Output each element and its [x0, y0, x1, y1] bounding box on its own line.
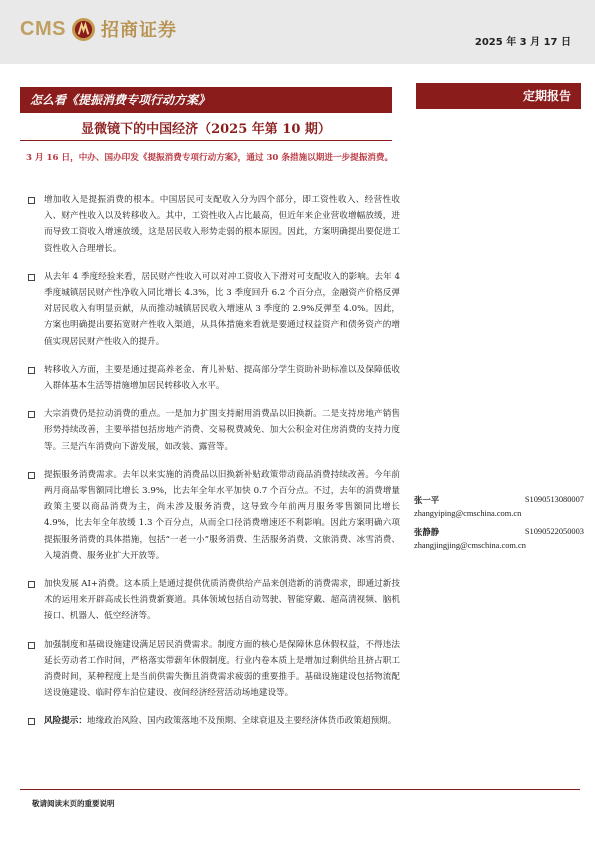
- analyst-row: [414, 525, 584, 539]
- report-title: 怎么看《提振消费专项行动方案》: [20, 87, 392, 113]
- analyst-license: S1090522050003: [524, 527, 584, 536]
- bullet-item: [28, 269, 400, 350]
- bullet-text: 从去年 4 季度经验来看，居民财产性收入可以对冲工资收入下滑对可支配收入的影响。去年 4 季度城镇居民财产性净收入同比增长 4.3%，比 3 季度回升 6.2 个百分点，金融资产价格反弹对居民收入有明显贡献，从而推动城镇居民收入增速从 3 季度的 2.9%反弹至 4.0%。因此，方案也明确提出要拓宽财产性收入渠道，从具体措施来看就是要通过权益资产和债务资产的增值实现居民财产性收入的提升。: [44, 271, 400, 347]
- checkbox-bullet-icon: [28, 472, 35, 479]
- bullet-text: 大宗消费仍是拉动消费的重点。一是加力扩围支持耐用消费品以旧换新。二是支持房地产销售形势持续改善，主要举措包括房地产消费、交易税费减免、加大公积金对住房消费的支持力度等。三是汽车消费向下游发展，如改装、露营等。: [44, 409, 400, 452]
- analyst-row: [414, 493, 584, 507]
- analyst-license: S1090513080007: [524, 495, 584, 504]
- bullet-text: 加强制度和基础设施建设满足居民消费需求。制度方面的核心是保障休息休假权益，不得违法延长劳动者工作时间，严格落实带薪年休假制度。行业内卷本质上是增加过剩供给且挤占职工消费时间，某种程度上是当前供需失衡且消费需求疲弱的重要推手。基础设施建设包括物流配送设施建设、临时停车泊位建设、夜间经济经营活动场地建设等。: [44, 639, 400, 699]
- report-date: 2025 年 3 月 17 日: [474, 37, 571, 48]
- footer-divider: [20, 789, 580, 790]
- bullet-item: [28, 192, 400, 257]
- analyst-name: 张一平: [414, 495, 440, 505]
- bullet-text: 地缘政治风险、国内政策落地不及预期、全球衰退及主要经济体货币政策超预期。: [86, 716, 397, 727]
- analyst-block: [414, 493, 584, 557]
- bullet-text: 加快发展 AI+消费。这本质上是通过提供优质消费供给产品来创造新的消费需求，即通过新技术的运用来开辟高成长性消费新赛道。具体领域包括自动驾驶、智能穿戴、超高清视频、脑机接口、机器人、低空经济等。: [44, 579, 400, 622]
- analyst-email[interactable]: zhangjingjing@cmschina.com.cn: [414, 541, 526, 550]
- bullet-item: [28, 467, 400, 564]
- bullet-text: 增加收入是提振消费的根本。中国居民可支配收入分为四个部分，即工资性收入、经营性收入、财产性收入以及转移收入。其中，工资性收入占比最高，但近年来企业营收增幅放缓，进而导致工资收入增速放缓，这是居民收入形势走弱的根本原因。因此，方案明确提出要促进工资性收入合理增长。: [44, 195, 400, 254]
- analyst-name: 张静静: [414, 527, 440, 537]
- checkbox-bullet-icon: [28, 274, 35, 281]
- report-type-label: 定期报告: [416, 83, 581, 109]
- checkbox-bullet-icon: [28, 367, 35, 374]
- company-logo: [20, 16, 177, 42]
- bullet-item: [28, 637, 400, 702]
- footer-disclaimer: 敬请阅读末页的重要说明: [32, 799, 115, 808]
- analyst-email[interactable]: zhangyiping@cmschina.com.cn: [414, 509, 522, 518]
- bullet-text: 提振服务消费需求。去年以来实施的消费品以旧换新补贴政策带动商品消费持续改善。今年前两月商品零售额同比增长 3.9%，比去年全年水平加快 0.7 个百分点。不过，去年的消费增量政策主要以商品消费为主，尚未涉及服务消费，这导致今年前两月服务零售额同比增长 4.9%，比去年全年放缓 1.3 个百分点，从而全口径消费增速还不利影响。因此方案明确六项提振服务消费的具体措施，包括“一老一小”服务消费、生活服务消费、文旅消费、冰雪消费、入境消费、服务业扩大开放等。: [44, 469, 400, 561]
- bullet-item: [28, 713, 400, 729]
- checkbox-bullet-icon: [28, 197, 35, 204]
- lead-summary: 3 月 16 日，中办、国办印发《提振消费专项行动方案》，通过 30 条措施以期进一步提振消费。: [26, 153, 394, 163]
- bullet-item: [28, 406, 400, 455]
- title-divider: [20, 140, 392, 141]
- bullet-text: 转移收入方面，主要是通过提高养老金、育儿补贴、提高部分学生资助补助标准以及保障低收入群体基本生活等措施增加居民转移收入水平。: [44, 364, 400, 392]
- report-header: [0, 0, 595, 64]
- logo-emblem-icon: [71, 17, 96, 42]
- logo-chinese-name: 招商证券: [100, 20, 177, 41]
- checkbox-bullet-icon: [28, 581, 35, 588]
- report-subtitle: 显微镜下的中国经济（2025 年第 10 期）: [81, 122, 331, 137]
- bullet-item: [28, 362, 400, 394]
- logo-text: CMS: [20, 17, 66, 40]
- checkbox-bullet-icon: [28, 642, 35, 649]
- checkbox-bullet-icon: [28, 411, 35, 418]
- bullet-label: 风险提示：: [44, 716, 87, 727]
- checkbox-bullet-icon: [28, 718, 35, 725]
- bullet-list: [28, 192, 400, 742]
- bullet-item: [28, 576, 400, 625]
